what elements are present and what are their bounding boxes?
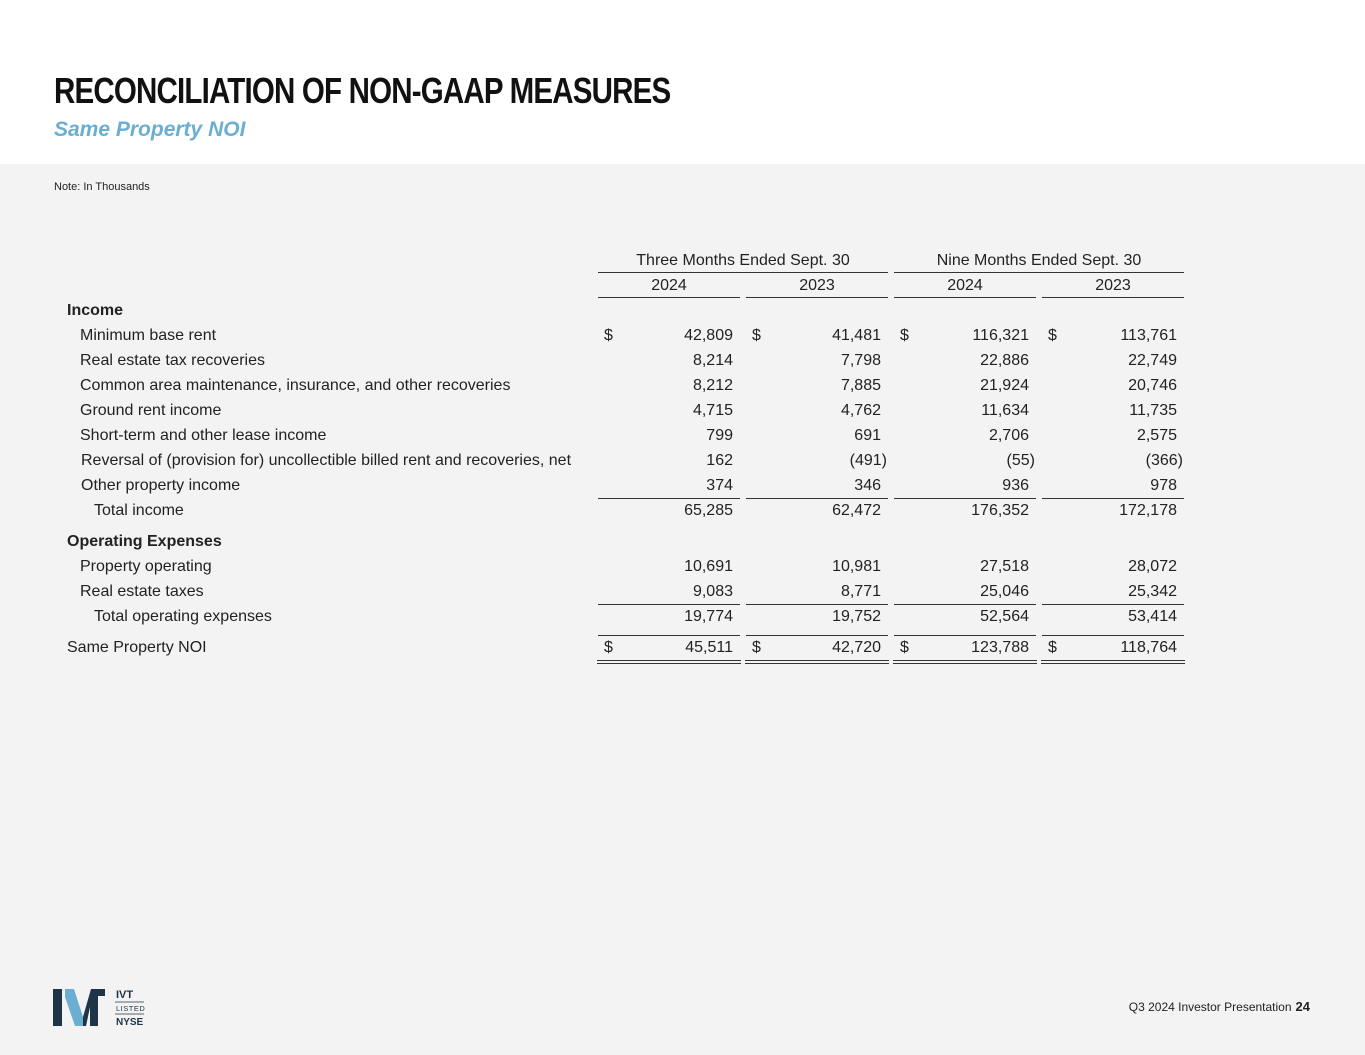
cell-value: 7,885	[840, 377, 881, 394]
cell-value: 8,214	[692, 352, 733, 369]
logo-listed: LISTED	[116, 1004, 146, 1013]
currency-symbol: $	[752, 327, 761, 344]
row-label: Same Property NOI	[67, 639, 207, 656]
ivt-logo-icon	[53, 987, 153, 1029]
subtotal-rule	[746, 498, 888, 499]
page-title: RECONCILIATION OF NON-GAAP MEASURES	[54, 70, 671, 111]
footer-caption	[1129, 999, 1310, 1014]
year-header-rule	[1042, 297, 1184, 298]
cell-value: 28,072	[1128, 558, 1177, 575]
currency-symbol: $	[1048, 327, 1057, 344]
subtotal-rule	[598, 604, 740, 605]
cell-value: 45,511	[685, 639, 733, 656]
year-header: 2023	[799, 277, 835, 294]
row-label: Total income	[94, 502, 184, 519]
cell-value: 22,749	[1128, 352, 1177, 369]
subtotal-rule	[598, 498, 740, 499]
subtotal-rule	[1042, 604, 1184, 605]
cell-value: 9,083	[692, 583, 733, 600]
cell-value: 11,634	[981, 402, 1029, 419]
cell-value: 374	[706, 477, 733, 494]
subtotal-rule	[746, 604, 888, 605]
column-group-header: Three Months Ended Sept. 30	[636, 252, 850, 269]
subtotal-rule	[894, 604, 1036, 605]
presentation-name: Q3 2024 Investor Presentation	[1128, 1000, 1292, 1014]
subtotal-rule	[598, 635, 740, 636]
cell-value: 799	[706, 427, 733, 444]
year-header-rule	[746, 297, 888, 298]
cell-value: 21,924	[980, 377, 1029, 394]
cell-value: 62,472	[832, 502, 881, 519]
cell-value: 176,352	[971, 502, 1029, 519]
row-label: Reversal of (provision for) uncollectible billed rent and recoveries, net	[81, 452, 572, 469]
row-label: Property operating	[80, 558, 212, 575]
cell-value: 7,798	[840, 352, 881, 369]
column-group-header: Nine Months Ended Sept. 30	[936, 252, 1142, 269]
cell-value: 25,046	[980, 583, 1029, 600]
cell-value: 4,715	[692, 402, 733, 419]
row-label: Income	[67, 302, 124, 319]
cell-value: 19,752	[832, 608, 881, 625]
subtotal-rule	[894, 498, 1036, 499]
cell-value: (491)	[849, 452, 887, 469]
logo-exchange: NYSE	[116, 1017, 144, 1028]
grand-total-double-rule	[597, 660, 741, 664]
cell-value: 118,764	[1120, 639, 1177, 656]
cell-value: 978	[1150, 477, 1177, 494]
row-label: Other property income	[81, 477, 241, 494]
row-label: Total operating expenses	[94, 608, 272, 625]
row-label: Ground rent income	[80, 402, 222, 419]
year-header: 2024	[651, 277, 687, 294]
year-header: 2024	[947, 277, 983, 294]
cell-value: 2,706	[988, 427, 1029, 444]
grand-total-double-rule	[893, 660, 1037, 664]
logo-ticker: IVT	[116, 989, 134, 1001]
cell-value: 25,342	[1128, 583, 1177, 600]
cell-value: 162	[706, 452, 733, 469]
cell-value: 65,285	[684, 502, 733, 519]
row-label: Real estate tax recoveries	[80, 352, 265, 369]
cell-value: 42,720	[832, 639, 881, 656]
row-label: Real estate taxes	[80, 583, 204, 600]
cell-value: 691	[854, 427, 881, 444]
cell-value: 20,746	[1128, 377, 1177, 394]
grand-total-double-rule	[1041, 660, 1185, 664]
cell-value: 10,691	[684, 558, 733, 575]
year-header-rule	[894, 297, 1036, 298]
subtotal-rule	[894, 635, 1036, 636]
cell-value: 172,178	[1119, 502, 1177, 519]
group-header-rule	[894, 272, 1184, 273]
cell-value: 53,414	[1128, 608, 1177, 625]
cell-value: 116,321	[972, 327, 1029, 344]
cell-value: 42,809	[684, 327, 733, 344]
row-label: Common area maintenance, insurance, and other recoveries	[80, 377, 511, 394]
company-logo	[53, 987, 153, 1034]
currency-symbol: $	[1048, 639, 1057, 656]
currency-symbol: $	[752, 639, 761, 656]
cell-value: 11,735	[1129, 402, 1177, 419]
cell-value: 346	[854, 477, 881, 494]
subtotal-rule	[1042, 498, 1184, 499]
currency-symbol: $	[604, 327, 613, 344]
year-header: 2023	[1095, 277, 1131, 294]
cell-value: (366)	[1145, 452, 1183, 469]
units-note: Note: In Thousands	[54, 181, 150, 193]
subtotal-rule	[746, 635, 888, 636]
cell-value: 10,981	[832, 558, 881, 575]
cell-value: 8,212	[692, 377, 733, 394]
cell-value: 19,774	[684, 608, 733, 625]
cell-value: 27,518	[980, 558, 1029, 575]
cell-value: 936	[1002, 477, 1029, 494]
cell-value: 41,481	[832, 327, 881, 344]
cell-value: 8,771	[840, 583, 881, 600]
subtotal-rule	[1042, 635, 1184, 636]
year-header-rule	[598, 297, 740, 298]
page-subtitle: Same Property NOI	[54, 118, 246, 141]
cell-value: 123,788	[971, 639, 1029, 656]
grand-total-double-rule	[745, 660, 889, 664]
slide-header	[0, 0, 1365, 164]
group-header-rule	[598, 272, 888, 273]
cell-value: 22,886	[980, 352, 1029, 369]
cell-value: 52,564	[980, 608, 1029, 625]
cell-value: 113,761	[1120, 327, 1177, 344]
currency-symbol: $	[900, 639, 909, 656]
cell-value: 2,575	[1136, 427, 1177, 444]
row-label: Minimum base rent	[80, 327, 217, 344]
cell-value: (55)	[1006, 452, 1035, 469]
cell-value: 4,762	[840, 402, 881, 419]
row-label: Short-term and other lease income	[80, 427, 327, 444]
page-number: 24	[1295, 999, 1310, 1014]
currency-symbol: $	[900, 327, 909, 344]
currency-symbol: $	[604, 639, 613, 656]
row-label: Operating Expenses	[67, 533, 222, 550]
